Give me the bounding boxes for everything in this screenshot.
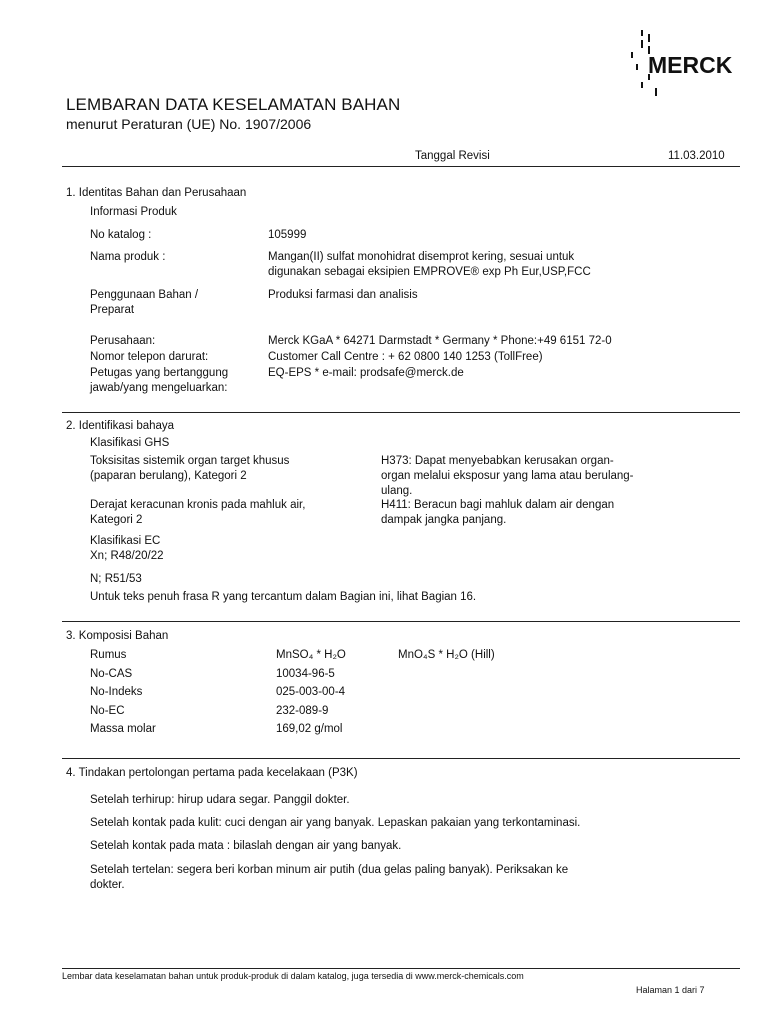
first-aid-paragraph: Setelah tertelan: segera beri korban minum air putih (dua gelas paling banyak). Periksakan ke — [90, 864, 569, 876]
field-label: Perusahaan: — [90, 335, 156, 347]
merck-logo-text: MERCK — [648, 52, 733, 78]
page-number: Halaman 1 dari 7 — [636, 985, 705, 995]
first-aid-paragraph: dokter. — [90, 879, 125, 891]
composition-value: 232-089-9 — [276, 704, 329, 717]
divider — [62, 621, 740, 622]
field-label: jawab/yang mengeluarkan: — [90, 382, 228, 394]
section-4-heading: 4. Tindakan pertolongan pertama pada kecelakaan (P3K) — [66, 767, 358, 779]
hazard-class: Kategori 2 — [90, 514, 143, 526]
divider — [62, 412, 740, 413]
r-phrase-note: Untuk teks penuh frasa R yang tercantum dalam Bagian ini, lihat Bagian 16. — [90, 591, 477, 603]
hazard-class: Derajat keracunan kronis pada mahluk air, — [90, 499, 306, 511]
composition-extra: MnO₄S * H₂O (Hill) — [398, 649, 495, 661]
section-2-heading: 2. Identifikasi bahaya — [66, 420, 175, 432]
composition-value: MnSO₄ * H₂O — [276, 649, 346, 661]
composition-label: Rumus — [90, 649, 127, 661]
revision-label: Tanggal Revisi — [415, 150, 490, 162]
field-value: Produksi farmasi dan analisis — [268, 289, 418, 301]
hazard-statement: H373: Dapat menyebabkan kerusakan organ- — [381, 455, 614, 467]
composition-label: No-EC — [90, 704, 125, 717]
field-label: Nomor telepon darurat: — [90, 351, 209, 363]
field-label: Nama produk : — [90, 251, 166, 263]
field-value: Merck KGaA * 64271 Darmstadt * Germany * Phone:+49 6151 72-0 — [268, 335, 612, 347]
divider — [62, 758, 740, 759]
first-aid-paragraph: Setelah kontak pada kulit: cuci dengan air yang banyak. Lepaskan pakaian yang terkontaminasi. — [90, 817, 581, 829]
section-3-heading: 3. Komposisi Bahan — [66, 630, 169, 642]
first-aid-paragraph: Setelah terhirup: hirup udara segar. Panggil dokter. — [90, 794, 350, 806]
ec-line: Xn; R48/20/22 — [90, 550, 164, 562]
footer-note: Lembar data keselamatan bahan untuk produk-produk di dalam katalog, juga tersedia di www.merck-chemicals.com — [62, 971, 524, 981]
ec-line: N; R51/53 — [90, 573, 142, 585]
hazard-statement: organ melalui eksposur yang lama atau berulang- — [381, 470, 634, 482]
field-label: Penggunaan Bahan / — [90, 289, 199, 301]
divider — [62, 166, 740, 167]
page-title: LEMBARAN DATA KESELAMATAN BAHAN — [66, 95, 401, 114]
merck-logo-mark — [628, 30, 740, 102]
field-label: Petugas yang bertanggung — [90, 367, 229, 379]
hazard-statement: dampak jangka panjang. — [381, 514, 507, 526]
field-label: Preparat — [90, 304, 135, 316]
page-subtitle: menurut Peraturan (UE) No. 1907/2006 — [66, 116, 312, 132]
composition-label: No-Indeks — [90, 686, 143, 698]
footer-divider — [62, 968, 740, 969]
hazard-class: Toksisitas sistemik organ target khusus — [90, 455, 290, 467]
first-aid-paragraph: Setelah kontak pada mata : bilaslah dengan air yang banyak. — [90, 840, 402, 852]
product-info-heading: Informasi Produk — [90, 206, 177, 218]
merck-logo — [628, 30, 740, 107]
field-value: EQ-EPS * e-mail: prodsafe@merck.de — [268, 367, 464, 379]
hazard-statement: H411: Beracun bagi mahluk dalam air dengan — [381, 499, 615, 511]
composition-label: No-CAS — [90, 667, 133, 680]
revision-date: 11.03.2010 — [668, 150, 725, 162]
ghs-heading: Klasifikasi GHS — [90, 437, 170, 449]
composition-label: Massa molar — [90, 723, 156, 735]
hazard-statement: ulang. — [381, 485, 413, 497]
field-value: Mangan(II) sulfat monohidrat disemprot kering, sesuai untuk — [268, 251, 575, 263]
field-value: Customer Call Centre : + 62 0800 140 1253 (TollFree) — [268, 351, 543, 363]
field-value: 105999 — [268, 229, 307, 241]
ec-heading: Klasifikasi EC — [90, 535, 161, 547]
field-value: digunakan sebagai eksipien EMPROVE® exp Ph Eur,USP,FCC — [268, 266, 591, 278]
composition-value: 10034-96-5 — [276, 667, 335, 680]
composition-value: 025-003-00-4 — [276, 686, 346, 698]
hazard-class: (paparan berulang), Kategori 2 — [90, 470, 247, 482]
section-1-heading: 1. Identitas Bahan dan Perusahaan — [66, 187, 247, 199]
field-label: No katalog : — [90, 229, 152, 241]
composition-value: 169,02 g/mol — [276, 723, 343, 735]
